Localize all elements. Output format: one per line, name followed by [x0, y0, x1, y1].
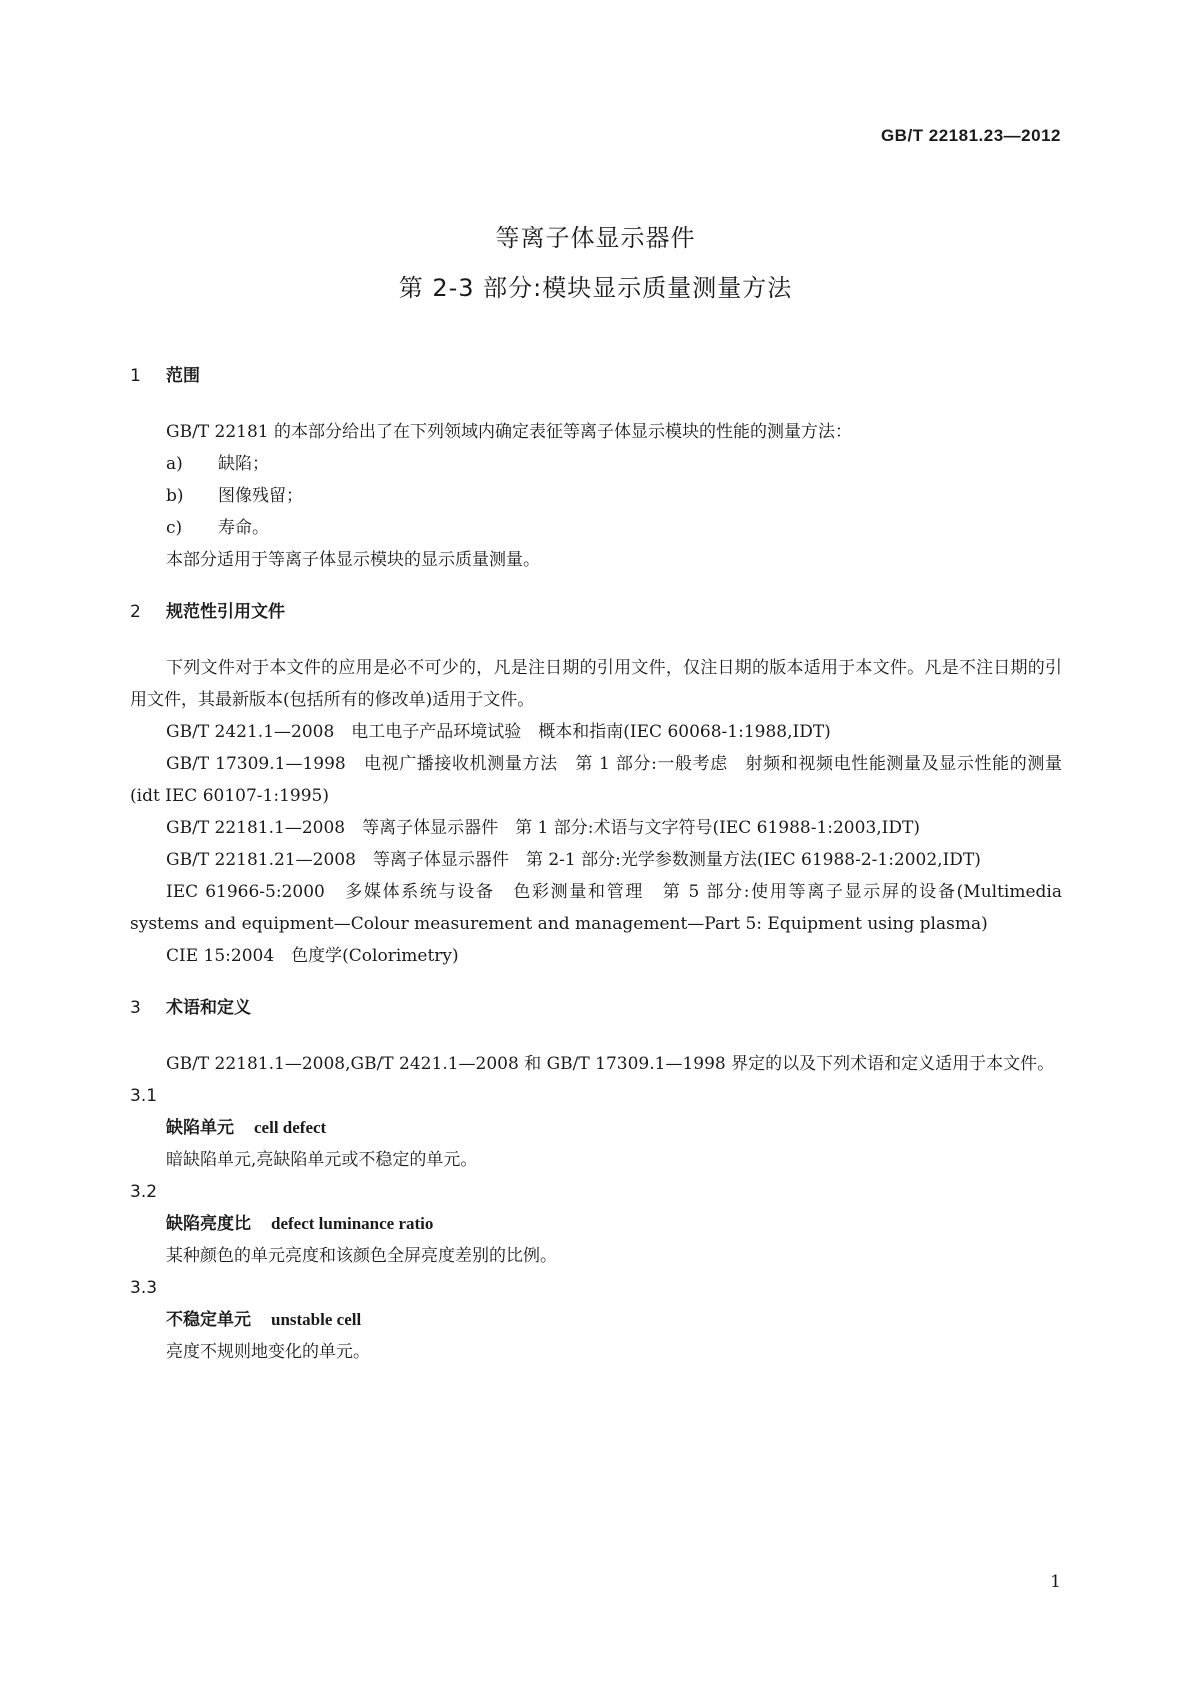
section-number: 3: [130, 998, 141, 1018]
term-number: 3.3: [130, 1278, 158, 1298]
section-heading-normative-references: [130, 596, 1062, 628]
standard-number: GB/T 22181.23—2012: [880, 126, 1061, 145]
term-name: [130, 1112, 1062, 1144]
list-item: [130, 480, 1062, 512]
scope-closing: 本部分适用于等离子体显示模块的显示质量测量。: [166, 550, 540, 570]
list-marker: a): [166, 454, 183, 474]
term-name: [130, 1304, 1062, 1336]
list-text: 寿命。: [218, 518, 269, 538]
document-title: 等离子体显示器件: [495, 224, 696, 252]
term-number: 3.1: [130, 1086, 158, 1106]
term-definition: 某种颜色的单元亮度和该颜色全屏亮度差别的比例。: [166, 1246, 557, 1266]
references-intro: 下列文件对于本文件的应用是必不可少的，凡是注日期的引用文件，仅注日期的版本适用于本文件。凡是不注日期的引用文件，其最新版本(包括所有的修改单)适用于文件。: [130, 658, 1062, 710]
reference-item: CIE 15:2004 色度学(Colorimetry): [166, 946, 459, 966]
document-body: [130, 360, 1062, 1368]
list-item: [130, 448, 1062, 480]
term-name-en: defect luminance ratio: [271, 1214, 434, 1233]
section-title: 规范性引用文件: [166, 602, 285, 622]
term-number: 3.2: [130, 1182, 158, 1202]
reference-item: GB/T 22181.1—2008 等离子体显示器件 第 1 部分:术语与文字符号(IEC 61988-1:2003,IDT): [166, 818, 920, 838]
reference-item: IEC 61966-5:2000 多媒体系统与设备 色彩测量和管理 第 5 部分:使用等离子显示屏的设备(Multimedia systems and equipment—Colour measurement and management—Part 5: Equipment using plasma): [130, 882, 1062, 934]
term-name-en: unstable cell: [271, 1310, 362, 1329]
page-number: 1: [1050, 1572, 1061, 1592]
term-name-zh: 不稳定单元: [166, 1310, 251, 1330]
document-subtitle: 第 2-3 部分:模块显示质量测量方法: [398, 274, 793, 302]
term-name: [130, 1208, 1062, 1240]
scope-intro: GB/T 22181 的本部分给出了在下列领域内确定表征等离子体显示模块的性能的测量方法：: [166, 422, 853, 442]
section-title: 术语和定义: [166, 998, 251, 1018]
section-heading-terms: [130, 992, 1062, 1024]
section-heading-scope: [130, 360, 1062, 392]
terms-intro: GB/T 22181.1—2008,GB/T 2421.1—2008 和 GB/T 17309.1—1998 界定的以及下列术语和定义适用于本文件。: [166, 1054, 1055, 1074]
section-number: 1: [130, 366, 141, 386]
term-name-en: cell defect: [254, 1118, 327, 1137]
reference-item: GB/T 2421.1—2008 电工电子产品环境试验 概本和指南(IEC 60068-1:1988,IDT): [166, 722, 831, 742]
section-number: 2: [130, 602, 141, 622]
term-definition: 暗缺陷单元,亮缺陷单元或不稳定的单元。: [166, 1150, 478, 1170]
list-text: 图像残留；: [218, 486, 303, 506]
list-text: 缺陷；: [218, 454, 269, 474]
section-title: 范围: [166, 366, 200, 386]
term-name-zh: 缺陷亮度比: [166, 1214, 251, 1234]
term-name-zh: 缺陷单元: [166, 1118, 234, 1138]
list-marker: b): [166, 486, 184, 506]
list-marker: c): [166, 518, 183, 538]
reference-item: GB/T 17309.1—1998 电视广播接收机测量方法 第 1 部分:一般考虑 射频和视频电性能测量及显示性能的测量(idt IEC 60107-1:1995): [130, 754, 1062, 806]
term-definition: 亮度不规则地变化的单元。: [166, 1342, 370, 1362]
reference-item: GB/T 22181.21—2008 等离子体显示器件 第 2-1 部分:光学参数测量方法(IEC 61988-2-1:2002,IDT): [166, 850, 981, 870]
list-item: [130, 512, 1062, 544]
